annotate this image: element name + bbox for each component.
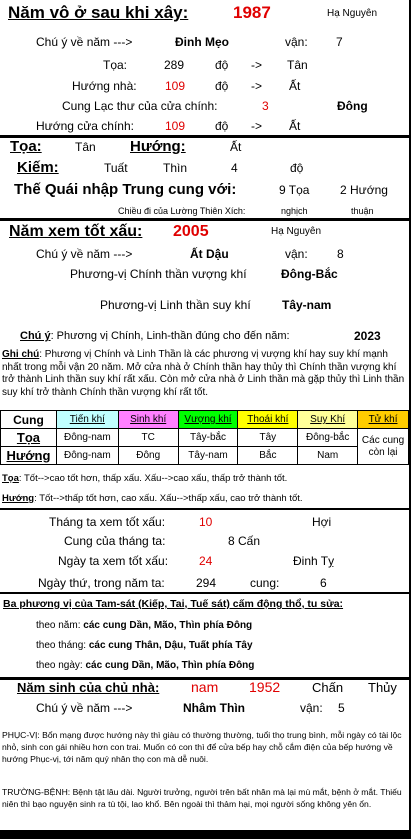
huong-label: Hướng nhà: <box>72 79 137 93</box>
van-value: 8 <box>337 247 344 261</box>
kiem-label: Kiếm: <box>17 159 59 176</box>
cung-lac-label: Cung Lạc thư của cửa chính: <box>62 99 218 113</box>
tam-sat-day: theo ngày: các cung Dần, Mão, Thìn phía Đông <box>36 660 255 671</box>
month-label: Tháng ta xem tốt xấu: <box>49 515 166 529</box>
view-year-value[interactable]: 2005 <box>173 223 209 240</box>
van-label: vận: <box>285 35 308 49</box>
house-year-value[interactable]: 1987 <box>233 3 271 22</box>
table-cell: Đông-nam <box>56 447 118 465</box>
toa-degree[interactable]: 289 <box>164 58 185 72</box>
table-cell: TC <box>118 429 178 447</box>
truong-benh-paragraph: TRƯỜNG-BỆNH: Bệnh tật lâu dài. Người trưởng, người trên bất nhân mà lại mù mắt, bệnh ở mắt. Thiếu niên thì bạo nguyện sinh ra tù tội, lao khổ. Bên ngoài thì thảm hại, mọi người sống không yên ổn. <box>2 787 402 809</box>
house-year-title: Năm vô ở sau khi xây: <box>8 3 189 22</box>
kiem-value-1: Tuất <box>104 161 128 175</box>
phuc-vi-paragraph: PHỤC-VỊ: Bổn mạng được hướng này thì giàu có thường thường, tuổi thọ trung bình, mỗi ngày có tài lộc nhỏ, sinh con gái nhiều hơn con trai. Muốn có con thì để cửa bếp hay chỗ cắm điện của bếp hướng về hướng Phục-vị, tới năm quý nhân thọ con mà dễ nuôi. <box>2 730 402 764</box>
note-label: Chú ý về năm ---> <box>36 701 133 715</box>
degree-unit: độ <box>215 119 229 133</box>
table-cell: Đông <box>118 447 178 465</box>
huong-degree[interactable]: 109 <box>165 79 186 93</box>
header-tien-khi: Tiến khí <box>56 411 118 429</box>
huong2-label: Hướng: <box>130 138 186 155</box>
table-cell: Tây-nam <box>178 447 238 465</box>
huong-note: Hướng: Tốt-->thấp tốt hơn, cao xấu. Xấu-->thấp xấu, cao trở thành tốt. <box>2 493 303 504</box>
month-cung-value: 8 Cấn <box>228 534 261 548</box>
header-vuong-khi: Vượng khí <box>178 411 238 429</box>
table-cell: Tây-bắc <box>178 429 238 447</box>
table-cell: Tây <box>238 429 298 447</box>
header-tu-khi: Tử khí <box>358 411 409 429</box>
table-cell: Đông-nam <box>56 429 118 447</box>
owner-gender[interactable]: nam <box>191 679 219 695</box>
chieu-di-label: Chiều đi của Lường Thiên Xích: <box>118 206 246 216</box>
chu-y-line: Chú ý: Phương vị Chính, Linh-thần đúng cho đến năm: <box>20 330 290 342</box>
suy-khi-label: Phương-vị Linh thần suy khí <box>100 298 251 312</box>
row-huong-label: Hướng <box>1 447 57 465</box>
canchi-value: Đinh Mẹo <box>175 35 229 49</box>
main-door-label: Hướng cửa chính: <box>36 119 134 133</box>
van-value: 7 <box>336 35 343 49</box>
day-of-year-label: Ngày thứ, trong năm ta: <box>38 576 165 590</box>
toa-direction: Tân <box>287 58 308 72</box>
month-chi: Hợi <box>312 515 332 529</box>
view-year-title: Năm xem tốt xấu: <box>9 223 143 240</box>
divider <box>0 508 409 510</box>
main-door-direction: Ất <box>289 119 301 133</box>
chu-y-year: 2023 <box>354 329 381 343</box>
owner-birth-year[interactable]: 1952 <box>249 679 281 695</box>
cung-lac-number: 3 <box>262 99 269 113</box>
toa2-label: Tọa: <box>10 138 42 155</box>
toa-note: Tọa: Tốt-->cao tốt hơn, thấp xấu. Xấu-->cao xấu, thấp trở thành tốt. <box>2 473 288 484</box>
tam-sat-title: Ba phương vị của Tam-sát (Kiếp, Tai, Tuế sát) cấm động thổ, tu sửa: <box>3 598 344 610</box>
day-value[interactable]: 24 <box>199 554 213 568</box>
day-of-year-value: 294 <box>196 576 217 590</box>
tam-sat-month: theo tháng: các cung Thân, Dậu, Tuất phía Tây <box>36 640 253 651</box>
view-canchi: Ất Dậu <box>190 247 229 261</box>
header-suy-khi: Suy Khí <box>298 411 358 429</box>
arrow-icon: -> <box>251 119 263 133</box>
arrow-icon: -> <box>251 79 263 93</box>
divider <box>0 218 409 221</box>
day-canchi: Đinh Tỵ <box>293 554 335 568</box>
huong-direction: Ất <box>289 79 301 93</box>
table-cell: Đông-bắc <box>298 429 358 447</box>
header-sinh-khi: Sinh khí <box>118 411 178 429</box>
side-note: Các cung còn lại <box>358 429 409 465</box>
kiem-value-2: Thìn <box>163 161 188 175</box>
table-cell: Nam <box>298 447 358 465</box>
the-quai-toa: 9 Tọa <box>279 183 310 197</box>
row-toa-label: Tọa <box>1 429 57 447</box>
day-cung-label: cung: <box>250 576 280 590</box>
degree-unit: độ <box>215 79 229 93</box>
main-door-degree[interactable]: 109 <box>165 119 186 133</box>
tam-sat-year: theo năm: các cung Dần, Mão, Thìn phía Đông <box>36 620 253 631</box>
ghi-chu-paragraph: Ghi chú: Phương vị Chính và Linh Thần là các phương vị vượng khí hay suy khí mạnh nhất trong mỗi vận 20 năm. Mở cửa nhà ở Chính thần hay thủy thì Chính thần vượng khí trở thành Linh thần suy khí rất xấu. Còn mở cửa nhà ở Linh thần mà gặp thủy thì Linh thần suy khí trở thành Chính thần vượng khí rất tốt. <box>2 349 405 398</box>
cung-lac-direction: Đông <box>337 99 368 113</box>
huong2-value: Ất <box>230 140 242 154</box>
chieu-di-toa: nghịch <box>281 206 308 216</box>
khi-table <box>0 410 409 465</box>
owner-canchi: Nhâm Thìn <box>183 701 245 715</box>
toa2-value: Tân <box>75 140 96 154</box>
kiem-value-4: độ <box>290 161 304 175</box>
degree-unit: độ <box>215 58 229 72</box>
van-label: vận: <box>285 247 308 261</box>
vuong-khi-label: Phương-vị Chính thần vượng khí <box>70 267 247 281</box>
day-label: Ngày ta xem tốt xấu: <box>58 554 169 568</box>
owner-sao-2: Thủy <box>368 680 397 695</box>
author-label: Hạ Nguyên <box>327 8 378 19</box>
month-value[interactable]: 10 <box>199 515 213 529</box>
chieu-di-huong: thuận <box>351 206 374 216</box>
the-quai-label: Thế Quái nhập Trung cung với: <box>14 181 237 198</box>
header-thoai-khi: Thoái khí <box>238 411 298 429</box>
day-cung-value: 6 <box>320 576 327 590</box>
arrow-icon: -> <box>251 58 263 72</box>
note-label: Chú ý về năm ---> <box>36 35 133 49</box>
author-label: Hạ Nguyên <box>271 226 322 237</box>
owner-title: Năm sinh của chủ nhà: <box>17 680 160 695</box>
table-cell: Bắc <box>238 447 298 465</box>
owner-sao-1: Chấn <box>312 680 344 695</box>
suy-khi-value: Tây-nam <box>282 298 332 312</box>
kiem-value-3: 4 <box>231 161 238 175</box>
toa-label: Tọa: <box>103 58 128 72</box>
month-cung-label: Cung của tháng ta: <box>64 534 166 548</box>
van-label: vận: <box>300 701 323 715</box>
van-value: 5 <box>338 701 345 715</box>
divider <box>0 592 409 594</box>
vuong-khi-value: Đông-Bắc <box>281 267 338 281</box>
header-cung: Cung <box>1 411 57 429</box>
divider <box>0 135 409 138</box>
note-label: Chú ý về năm ---> <box>36 247 133 261</box>
the-quai-huong: 2 Hướng <box>340 183 388 197</box>
